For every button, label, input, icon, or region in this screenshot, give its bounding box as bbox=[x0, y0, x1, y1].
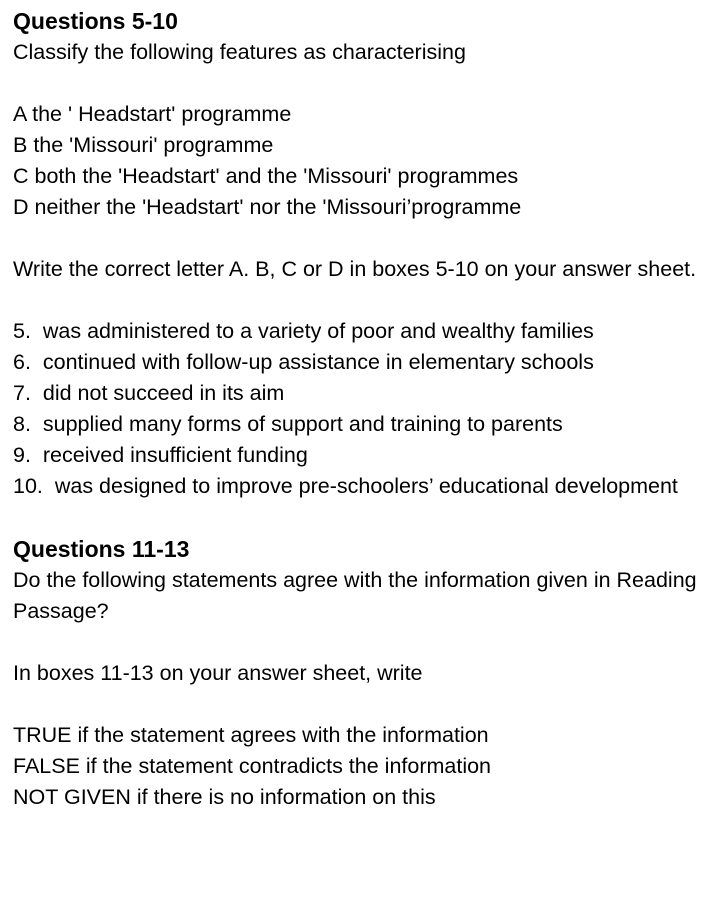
option-b: B the 'Missouri' programme bbox=[13, 133, 274, 157]
document-page bbox=[13, 6, 703, 813]
question-text: continued with follow-up assistance in elementary schools bbox=[42, 350, 594, 374]
option-c: C both the 'Headstart' and the 'Missouri' programmes bbox=[13, 164, 519, 188]
spacer bbox=[13, 689, 703, 720]
question-number: 6. bbox=[13, 350, 31, 374]
spacer bbox=[13, 223, 703, 254]
spacer bbox=[13, 285, 703, 316]
question-number: 9. bbox=[13, 443, 31, 467]
question-number: 8. bbox=[13, 412, 31, 436]
question-item-10 bbox=[13, 471, 703, 502]
option-false: FALSE if the statement contradicts the information bbox=[13, 754, 492, 778]
option-not-given: NOT GIVEN if there is no information on this bbox=[13, 785, 436, 809]
classify-instruction: Classify the following features as characterising bbox=[13, 40, 466, 64]
question-item-5 bbox=[13, 316, 703, 347]
option-true: TRUE if the statement agrees with the information bbox=[13, 723, 489, 747]
question-text: did not succeed in its aim bbox=[42, 381, 285, 405]
option-d: D neither the 'Headstart' nor the 'Missouri’programme bbox=[13, 195, 522, 219]
section-heading-5-10: Questions 5-10 bbox=[13, 8, 178, 34]
spacer bbox=[13, 502, 703, 534]
question-number: 7. bbox=[13, 381, 31, 405]
answer-instruction-5-10: Write the correct letter A. B, C or D in boxes 5-10 on your answer sheet. bbox=[13, 257, 697, 281]
question-text: was designed to improve pre-schoolers’ educational development bbox=[54, 474, 678, 498]
spacer bbox=[13, 627, 703, 658]
question-item-7 bbox=[13, 378, 703, 409]
question-text: received insufficient funding bbox=[42, 443, 308, 467]
spacer bbox=[13, 68, 703, 99]
question-text: supplied many forms of support and training to parents bbox=[42, 412, 563, 436]
question-number: 10. bbox=[13, 474, 43, 498]
question-text: was administered to a variety of poor and wealthy families bbox=[42, 319, 594, 343]
question-item-9 bbox=[13, 440, 703, 471]
option-a: A the ' Headstart' programme bbox=[13, 102, 292, 126]
question-item-8 bbox=[13, 409, 703, 440]
question-item-6 bbox=[13, 347, 703, 378]
agree-instruction: Do the following statements agree with the information given in Reading Passage? bbox=[13, 568, 697, 623]
section-heading-11-13: Questions 11-13 bbox=[13, 536, 190, 562]
answer-instruction-11-13: In boxes 11-13 on your answer sheet, write bbox=[13, 661, 423, 685]
question-number: 5. bbox=[13, 319, 31, 343]
